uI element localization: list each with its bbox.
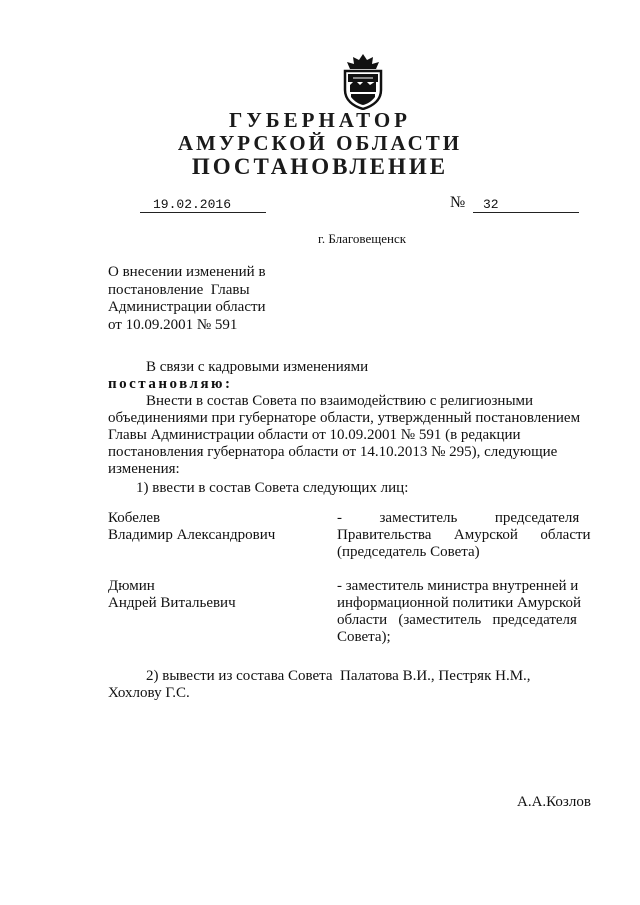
person-role-line: (председатель Совета) [337, 544, 480, 560]
person-role-line: области (заместитель председателя [337, 612, 577, 628]
list-item-2-continuation: Хохлову Г.С. [108, 685, 190, 701]
paragraph-line: Главы Администрации области от 10.09.2001 № 591 (в редакции [108, 427, 521, 443]
person-role-line: Совета); [337, 629, 391, 645]
subject-block [108, 264, 266, 334]
document-type-title: ПОСТАНОВЛЕНИЕ [191, 154, 449, 179]
subject-line: от 10.09.2001 № 591 [108, 316, 238, 333]
subject-line: О внесении изменений в [108, 264, 266, 280]
subject-line: Администрации области [108, 299, 266, 315]
signature-name: А.А.Козлов [517, 794, 591, 810]
document-number: 32 [473, 197, 579, 213]
paragraph-line: Внести в состав Совета по взаимодействию с религиозными [146, 393, 534, 409]
person-role-line: - заместитель министра внутренней и [337, 578, 579, 594]
list-item-2: 2) вывести из состава Совета Палатова В.И., Пестряк Н.М., [146, 668, 531, 684]
person-surname: Кобелев [108, 510, 161, 526]
number-label: № [450, 194, 466, 211]
region-title: АМУРСКОЙ ОБЛАСТИ [177, 131, 463, 155]
coat-of-arms-emblem [337, 52, 389, 110]
issuer-title: ГУБЕРНАТОР [228, 108, 412, 132]
person-role-line: информационной политики Амурской [337, 595, 582, 611]
list-item-1: 1) ввести в состав Совета следующих лиц: [136, 480, 409, 496]
person-name: Владимир Александрович [108, 527, 276, 543]
person-name: Андрей Витальевич [108, 595, 236, 611]
person-role-line: - заместитель председателя [337, 510, 580, 526]
paragraph-line: изменения: [108, 461, 180, 477]
intro-text: В связи с кадровыми изменениями [146, 359, 369, 375]
paragraph-line: постановления губернатора области от 14.10.2013 № 295), следующие [108, 444, 558, 460]
person-surname: Дюмин [108, 578, 155, 594]
paragraph-line: объединениями при губернаторе области, утвержденный постановлением [108, 410, 581, 426]
decree-word: постановляю: [108, 376, 233, 392]
person-role-line: Правительства Амурской области [337, 527, 591, 543]
document-date: 19.02.2016 [140, 197, 266, 213]
subject-line: постановление Главы [108, 281, 250, 298]
city: г. Благовещенск [318, 231, 407, 246]
